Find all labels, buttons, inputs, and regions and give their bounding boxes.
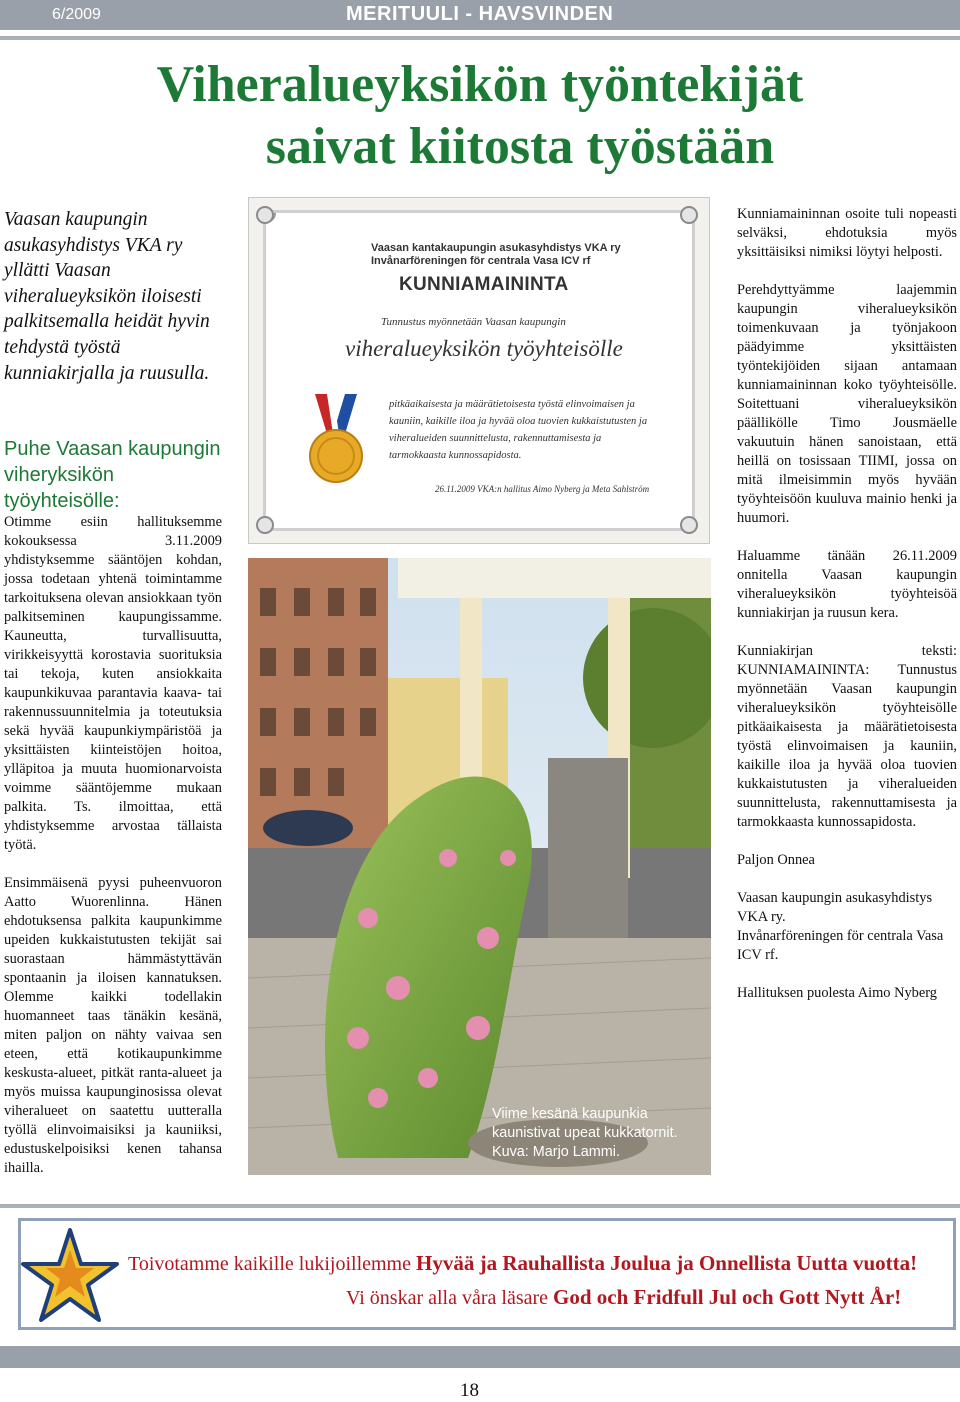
medal-icon: [301, 394, 371, 489]
left-column: [4, 513, 222, 1197]
headline: [60, 54, 900, 178]
greeting-swedish: [346, 1285, 901, 1310]
greeting-swedish-wish: God och Fridfull Jul och Gott Nytt År!: [553, 1285, 902, 1309]
speech-subheading: Puhe Vaasan kaupungin viheryksikön työyhteisölle:: [4, 438, 221, 512]
left-paragraph-1: Otimme esiin hallituksemme kokouksessa 3.11.2009 yhdistyksemme sääntöjen kohdan, jossa todetaan yhtenä toimintamme tarkoituksena olevan ansiokkaan työn palkitseminen kaupungissamme. Kauneutta, turvallisuutta, virikkeisyyttä korostavia suorituksia tai tekoja, kuten ansiokkaita kaupunkikuvaa parantavia kaava- tai rakennussuunnitelmia ja toteutuksia sekä hyvää kaupunkiympäristöä ja yksittäisten kiinteistöjen hoitoa, ylläpitoa ja muuta huomionarvoista voimme sääntöjemme mukaan palkita. Ts. ilmoittaa, että yhdistyksemme arvostaa tällaista työtä.: [4, 514, 222, 853]
page-number: 18: [460, 1380, 479, 1401]
greeting-finnish-intro: Toivotamme kaikille lukijoillemme: [128, 1253, 416, 1275]
certificate-recipient: viheralueyksikön työyhteisölle: [345, 336, 623, 361]
issue-number: 6/2009: [52, 6, 101, 23]
headline-line-1: Viheralueyksikön työntekijät: [156, 56, 804, 113]
certificate-org-line-1: Vaasan kantakaupungin asukasyhdistys VKA ry: [371, 242, 621, 254]
banner-top-rule: [0, 1204, 960, 1208]
certificate-body: pitkäaikaisesta ja määrätietoisesta työstä elinvoimaisen ja kauniin, kaikille iloa ja hyvää oloa tuovien kukkaistutusten ja viheralueiden suunnittelusta, rakennuttamisesta ja tarmokkaasta kunnossapidosta.: [389, 399, 648, 461]
masthead-title: MERITUULI - HAVSVINDEN: [346, 3, 614, 25]
right-paragraph-3: Haluamme tänään 26.11.2009 onnitella Vaasan kaupungin viheralueyksikön työyhteisöä kunniakirjan ja ruusun kera.: [737, 548, 957, 621]
left-paragraph-2: Ensimmäisenä pyysi puheenvuoron Aatto Wuorenlinna. Hänen ehdotuksensa palkita kaupunkimme upeiden kukkaistutusten tekijät sai suorastaan hämmästyttävän spontaanin ja iloisen kannatuksen. Olemme kaikki todellakin huomanneet taas tänäkin kesänä, miten paljon on nähty vaivaa sen eteen, että kotikaupunkimme keskusta-alueet, pitkät ranta-alueet ja myös muissa kaupunginosissa olevat viheralueet on saatettu uutteralla työllä elinvoimaisiksi ja kauniiksi, edustuskelpoisiksi kenen tahansa ihailla.: [4, 875, 222, 1176]
right-paragraph-1: Kunniamaininnan osoite tuli nopeasti selväksi, ehdotuksia myös yksittäisiksi nimiksi löytyi helposti.: [737, 206, 957, 260]
right-paragraph-4: Kunniakirjan teksti: KUNNIAMAININTA: Tunnustus myönnetään Vaasan kaupungin viheralueyksikön työyhteisölle pitkäaikaisesta ja määrätietoisesta työstä elinvoimaisen ja kauniin, kaikille iloa ja hyvää oloa tuovien kukkaistutusten ja viheralueiden suunnittelusta, rakennuttamisesta ja tarmokkaasta kunnossapidosta.: [737, 643, 957, 830]
lead-paragraph: Vaasan kaupungin asukasyhdistys VKA ry yllätti Vaasan viheralueyksikön iloisesti palkitsemalla heidät hyvin tehdystä työstä kunniakirjalla ja ruusulla.: [4, 209, 210, 384]
greeting-finnish: [128, 1251, 917, 1276]
certificate-signature: 26.11.2009 VKA:n hallitus Aimo Nyberg ja Meta Sahlström: [435, 484, 650, 494]
certificate-title: KUNNIAMAININTA: [399, 274, 569, 295]
right-column: [737, 205, 957, 1022]
certificate-organization: [371, 242, 621, 268]
photo-caption: Viime kesänä kaupunkia kaunistivat upeat kukkatornit. Kuva: Marjo Lammi.: [492, 1106, 678, 1160]
right-paragraph-7: Hallituksen puolesta Aimo Nyberg: [737, 985, 937, 1001]
headline-line-2: saivat kiitosta työstään: [265, 118, 775, 175]
flower-tower-photo: [248, 558, 711, 1175]
right-paragraph-5: Paljon Onnea: [737, 852, 815, 868]
right-paragraph-2: Perehdyttyämme laajemmin kaupungin viheralueyksikön toimenkuvaan ja työnjakoon päädyimme yksittäisten työntekijöiden sijaan antamaan kunniamaininnan koko työyhteisölle. Soitettuani viheralueyksikön päällikölle Timo Jousmäelle vakuutuin hänen sanoistaan, että heillä on tosissaan TIIMI, jossa on mitä ilmeisimmin myös hyvään työyhteisöön kuuluva mainio henki ja huumori.: [737, 282, 957, 526]
certificate-recognition: Tunnustus myönnetään Vaasan kaupungin: [381, 316, 566, 328]
street-scene-illustration: [248, 558, 711, 1175]
right-paragraph-6b: Invånarföreningen för centrala Vasa ICV rf.: [737, 928, 944, 963]
certificate-image: [248, 197, 710, 544]
footer-bar: [0, 1346, 960, 1368]
greeting-swedish-intro: Vi önskar alla våra läsare: [346, 1287, 554, 1309]
right-paragraph-6a: Vaasan kaupungin asukasyhdistys VKA ry.: [737, 890, 933, 925]
header-rule: [0, 36, 960, 40]
star-icon: [20, 1228, 120, 1324]
certificate-org-line-2: Invånarföreningen för centrala Vasa ICV rf: [371, 255, 591, 267]
greeting-finnish-wish: Hyvää ja Rauhallista Joulua ja Onnellista Uutta vuotta!: [416, 1251, 918, 1275]
